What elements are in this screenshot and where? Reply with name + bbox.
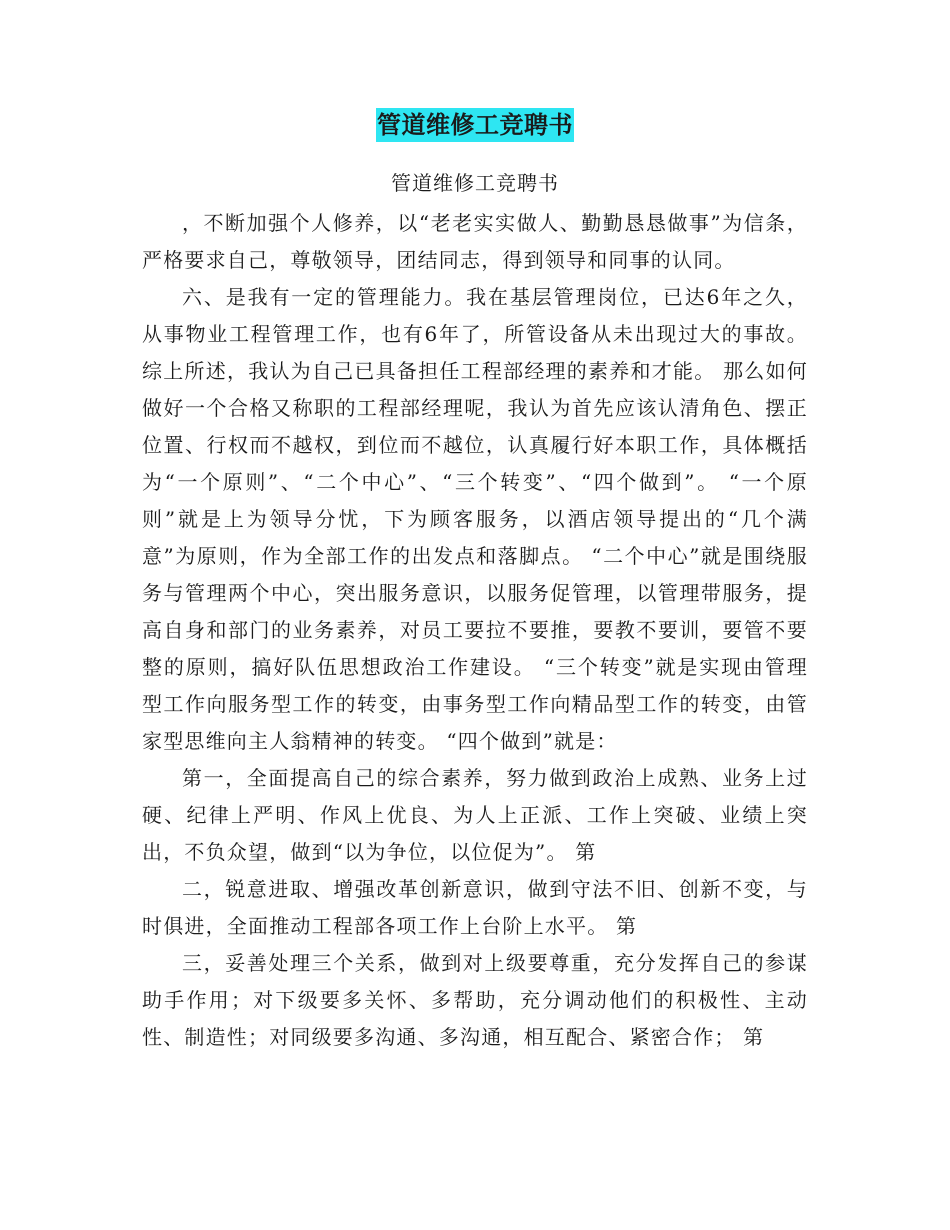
document-body (142, 205, 808, 1056)
paragraph: 第一，全面提高自己的综合素养，努力做到政治上成熟、业务上过硬、纪律上严明、作风上优良、为人上正派、工作上突破、业绩上突出，不负众望，做到“以为争位，以位促为”。 第 (142, 766, 808, 864)
paragraph: 三，妥善处理三个关系，做到对上级要尊重，充分发挥自己的参谋助手作用；对下级要多关怀、多帮助，充分调动他们的积极性、主动性、制造性；对同级要多沟通、多沟通，相互配合、紧密合作； 第 (142, 951, 808, 1049)
paragraph: ，不断加强个人修养，以“老老实实做人、勤勤恳恳做事”为信条，严格要求自己，尊敬领导，团结同志，得到领导和同事的认同。 (142, 211, 808, 272)
paragraph: 二，锐意进取、增强改革创新意识，做到守法不旧、创新不变，与时俱进，全面推动工程部各项工作上台阶上水平。 第 (142, 877, 808, 938)
paragraph: 六、是我有一定的管理能力。我在基层管理岗位，已达6年之久，从事物业工程管理工作，也有6年了，所管设备从未出现过大的事故。 综上所述，我认为自己已具备担任工程部经理的素养和才能。 那么如何做好一个合格又称职的工程部经理呢，我认为首先应该认清角色、摆正位置、行权而不越权，到位而不越位，认真履行好本职工作，具体概括为“一个原则”、“二个中心”、“三个转变”、“四个做到”。 “一个原则”就是上为领导分忧，下为顾客服务，以酒店领导提出的“几个满意”为原则，作为全部工作的出发点和落脚点。 “二个中心”就是围绕服务与管理两个中心，突出服务意识，以服务促管理，以管理带服务，提高自身和部门的业务素养，对员工要拉不要推，要教不要训，要管不要整的原则，搞好队伍思想政治工作建设。 “三个转变”就是实现由管理型工作向服务型工作的转变，由事务型工作向精品型工作的转变，由管家型思维向主人翁精神的转变。 “四个做到”就是： (142, 285, 808, 753)
document-title: 管道维修工竞聘书 (376, 108, 574, 142)
title-container (0, 108, 950, 142)
document-subtitle: 管道维修工竞聘书 (391, 171, 559, 195)
